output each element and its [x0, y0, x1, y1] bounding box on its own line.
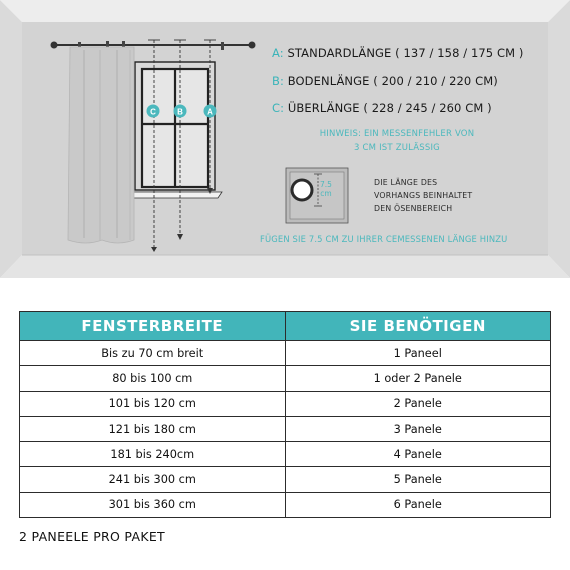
eyelet-measure-value: 7.5 — [320, 180, 332, 189]
table-header-row — [20, 312, 551, 341]
table-row — [20, 341, 551, 366]
cell-panels-needed: 2 Panele — [285, 391, 551, 416]
marker-a-label: A — [207, 107, 213, 117]
eyelet-measure-unit: cm — [320, 189, 332, 198]
cell-window-width: 80 bis 100 cm — [20, 366, 286, 391]
panels-per-pack-note: 2 PANEELE PRO PAKET — [19, 529, 165, 544]
cell-panels-needed: 1 oder 2 Panele — [285, 366, 551, 391]
cell-window-width: 101 bis 120 cm — [20, 391, 286, 416]
hint-line-1: HINWEIS: EIN MESSENFEHLER VON — [319, 129, 475, 139]
marker-a — [204, 105, 217, 118]
legend-floor-length — [272, 74, 498, 88]
eyelet-detail — [286, 168, 348, 223]
legend-key-a: A: — [272, 46, 284, 60]
cell-window-width: 241 bis 300 cm — [20, 467, 286, 492]
floor — [0, 255, 570, 278]
window — [126, 62, 222, 198]
marker-c-label: C — [150, 107, 156, 117]
measurement-hint — [270, 127, 524, 155]
cell-panels-needed: 5 Panele — [285, 467, 551, 492]
marker-b — [174, 105, 187, 118]
marker-c — [147, 105, 160, 118]
cell-window-width: 181 bis 240cm — [20, 442, 286, 467]
legend-text-b: BODENLÄNGE ( 200 / 210 / 220 CM) — [287, 74, 498, 88]
cell-window-width: Bis zu 70 cm breit — [20, 341, 286, 366]
eyelet-note-line-3: DEN ÖSENBEREICH — [374, 204, 453, 213]
table-row — [20, 366, 551, 391]
marker-b-label: B — [177, 107, 183, 117]
eyelet-measure — [318, 180, 334, 198]
legend-extra-length — [272, 101, 492, 115]
table-row — [20, 391, 551, 416]
legend-text-c: ÜBERLÄNGE ( 228 / 245 / 260 CM ) — [287, 101, 492, 115]
hint-line-2: 3 CM IST ZULÄSSIG — [354, 143, 440, 153]
cell-panels-needed: 6 Panele — [285, 492, 551, 517]
eyelet-note-line-2: VORHANGS BEINHALTET — [374, 191, 473, 200]
legend-key-b: B: — [272, 74, 284, 88]
cell-panels-needed: 1 Paneel — [285, 341, 551, 366]
header-you-need: SIE BENÖTIGEN — [285, 312, 551, 341]
panel-size-table — [19, 311, 551, 518]
legend-key-c: C: — [272, 101, 285, 115]
header-window-width: FENSTERBREITE — [20, 312, 286, 341]
table-row — [20, 442, 551, 467]
add-length-note: FÜGEN SIE 7.5 CM ZU IHRER CEMESSENEN LÄNGE HINZU — [260, 234, 508, 244]
cell-panels-needed: 3 Panele — [285, 416, 551, 441]
eyelet-note-line-1: DIE LÄNGE DES — [374, 178, 438, 187]
cell-panels-needed: 4 Panele — [285, 442, 551, 467]
table-row — [20, 467, 551, 492]
cell-window-width: 301 bis 360 cm — [20, 492, 286, 517]
table-row — [20, 492, 551, 517]
legend-standard-length — [272, 46, 523, 60]
eyelet-note — [374, 176, 472, 215]
curtain-panel — [68, 47, 134, 243]
table-row — [20, 416, 551, 441]
legend-text-a: STANDARDLÄNGE ( 137 / 158 / 175 CM ) — [287, 46, 524, 60]
cell-window-width: 121 bis 180 cm — [20, 416, 286, 441]
